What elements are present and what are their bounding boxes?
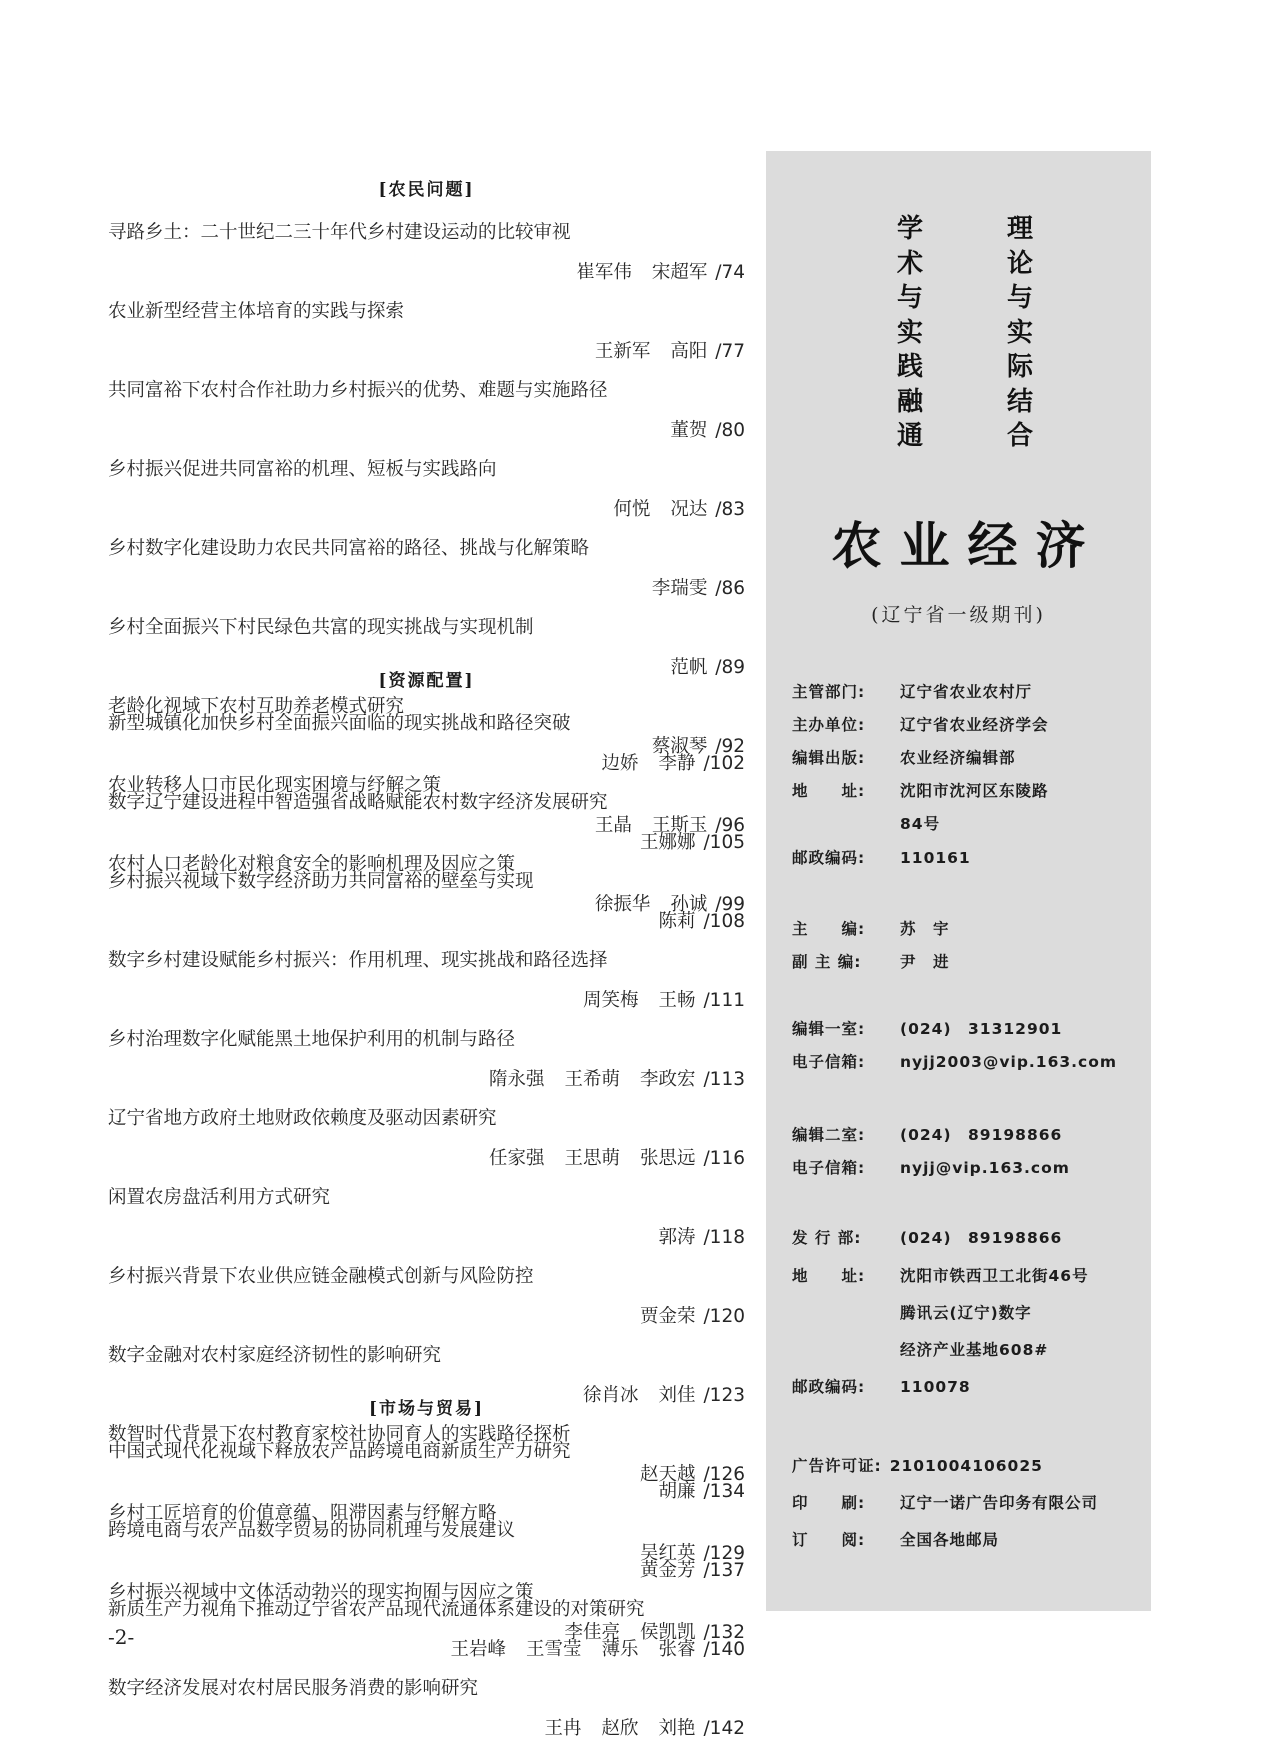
article-title: 闲置农房盘活利用方式研究 xyxy=(108,1187,331,1208)
info-value: 腾讯云(辽宁)数字 xyxy=(900,1304,1032,1322)
article-title: 老龄化视域下农村互助养老模式研究 xyxy=(108,696,405,717)
info-value: 农业经济编辑部 xyxy=(900,749,1016,767)
info-line xyxy=(792,713,1049,735)
author-name: 王岩峰 xyxy=(450,1639,507,1660)
toc-entry[interactable] xyxy=(108,1598,745,1662)
author-name: 刘艳 xyxy=(658,1718,696,1739)
author-name: 李佳亮 xyxy=(564,1622,621,1643)
toc-entry[interactable] xyxy=(108,1519,745,1583)
article-title: 新型城镇化加快乡村全面振兴面临的现实挑战和路径突破 xyxy=(108,713,571,734)
author-name: 况达 xyxy=(670,499,708,520)
info-line xyxy=(792,1050,1117,1072)
info-line xyxy=(792,746,1016,768)
article-authors-page xyxy=(108,1068,745,1092)
page-ref: /116 xyxy=(697,1148,745,1169)
author-name: 边娇 xyxy=(601,753,639,774)
page-ref: /142 xyxy=(697,1718,745,1739)
info-label: 地 址: xyxy=(792,1267,866,1285)
page-ref: /83 xyxy=(709,499,745,520)
author-name: 赵欣 xyxy=(601,1718,639,1739)
page-ref: /134 xyxy=(697,1481,745,1502)
info-value: 110078 xyxy=(900,1378,971,1396)
article-authors-page xyxy=(108,910,745,934)
info-label: 主办单位: xyxy=(792,716,866,734)
info-label: 邮政编码: xyxy=(792,849,866,867)
author-name: 蔡淑琴 xyxy=(651,736,708,757)
article-title: 乡村治理数字化赋能黑土地保护利用的机制与路径 xyxy=(108,1029,516,1050)
author-name: 徐振华 xyxy=(594,894,651,915)
article-authors-page xyxy=(108,1147,745,1171)
slogan-char: 术 xyxy=(896,248,923,279)
author-name: 范帆 xyxy=(670,657,708,678)
author-name: 宋超军 xyxy=(651,262,708,283)
author-name: 徐肖冰 xyxy=(583,1385,639,1406)
article-title: 农业新型经营主体培育的实践与探索 xyxy=(108,301,405,322)
toc-entry[interactable] xyxy=(108,1265,745,1329)
article-authors-page xyxy=(108,340,745,364)
article-authors-page xyxy=(108,1480,745,1504)
slogan-char: 实 xyxy=(896,317,923,348)
info-label: 发 行 部: xyxy=(792,1229,862,1247)
info-value: 辽宁省农业经济学会 xyxy=(900,716,1049,734)
author-name: 隋永强 xyxy=(489,1069,545,1090)
slogan-char: 学 xyxy=(896,214,923,244)
slogan-char: 通 xyxy=(896,421,923,451)
page-ref: /120 xyxy=(697,1306,745,1327)
info-value: (024) 89198866 xyxy=(900,1126,1063,1144)
article-authors-page xyxy=(108,1717,745,1741)
info-value: 全国各地邮局 xyxy=(900,1531,1000,1549)
toc-entry[interactable] xyxy=(108,791,745,855)
info-value: 84号 xyxy=(900,815,941,833)
article-title: 数字乡村建设赋能乡村振兴：作用机理、现实挑战和路径选择 xyxy=(108,950,608,971)
article-title: 农村人口老龄化对粮食安全的影响机理及因应之策 xyxy=(108,854,516,875)
author-name: 薄乐 xyxy=(601,1639,639,1660)
page-ref: /129 xyxy=(697,1543,745,1564)
article-authors-page xyxy=(108,989,745,1013)
info-label: 地 址: xyxy=(792,782,866,800)
info-value: 110161 xyxy=(900,849,971,867)
article-authors-page xyxy=(108,831,745,855)
info-value: 辽宁一诺广告印务有限公司 xyxy=(900,1494,1099,1512)
info-line xyxy=(792,1226,1062,1248)
page-ref: /102 xyxy=(697,753,745,774)
author-name: 李政宏 xyxy=(640,1069,696,1090)
article-title: 乡村振兴背景下农业供应链金融模式创新与风险防控 xyxy=(108,1266,534,1287)
slogan-char: 实 xyxy=(1006,317,1033,348)
info-label: 主管部门: xyxy=(792,683,866,701)
author-name: 王冉 xyxy=(544,1718,582,1739)
article-title: 数字金融对农村家庭经济韧性的影响研究 xyxy=(108,1345,442,1366)
toc-entry[interactable] xyxy=(108,379,745,443)
page-ref: /108 xyxy=(697,911,745,932)
page-ref: /132 xyxy=(697,1622,745,1643)
info-value: 经济产业基地608# xyxy=(900,1341,1049,1359)
page-ref: /99 xyxy=(709,894,745,915)
author-name: 周笑梅 xyxy=(583,990,639,1011)
author-name: 王新军 xyxy=(594,341,651,362)
slogan-char: 与 xyxy=(1006,283,1033,313)
page-ref: /74 xyxy=(709,262,745,283)
author-name: 张睿 xyxy=(658,1639,696,1660)
page-ref: /118 xyxy=(697,1227,745,1248)
page-ref: /92 xyxy=(709,736,745,757)
article-authors-page xyxy=(108,577,745,601)
article-title: 数字经济发展对农村居民服务消费的影响研究 xyxy=(108,1678,479,1699)
toc-entry[interactable] xyxy=(108,458,745,522)
article-title: 共同富裕下农村合作社助力乡村振兴的优势、难题与实施路径 xyxy=(108,380,608,401)
page-number: -2- xyxy=(108,1625,135,1649)
info-line xyxy=(792,1375,971,1397)
info-line xyxy=(792,680,1032,702)
slogan-char: 际 xyxy=(1006,352,1033,382)
info-label: 编辑一室: xyxy=(792,1020,866,1038)
toc-entry[interactable] xyxy=(108,949,745,1013)
info-line xyxy=(792,1528,999,1550)
author-name: 王娜娜 xyxy=(640,832,696,853)
info-value: nyjj2003@vip.163.com xyxy=(900,1053,1118,1071)
slogan-char: 与 xyxy=(896,283,923,313)
page-ref: /89 xyxy=(709,657,745,678)
journal-title: 农业经济 xyxy=(831,516,1104,575)
toc-entry[interactable] xyxy=(108,1186,745,1250)
page-ref: /77 xyxy=(709,341,745,362)
info-label: 订 阅: xyxy=(792,1531,866,1549)
info-value: (024) 89198866 xyxy=(900,1229,1063,1247)
article-title: 乡村振兴视域中文体活动勃兴的现实拘囿与因应之策 xyxy=(108,1582,534,1603)
info-line xyxy=(792,1264,1089,1286)
page-ref: /137 xyxy=(697,1560,745,1581)
author-name: 孙诚 xyxy=(670,894,708,915)
toc-entry[interactable] xyxy=(108,300,745,364)
info-label: 电子信箱: xyxy=(792,1053,866,1071)
page-ref: /86 xyxy=(709,578,745,599)
section-heading: [农民问题] xyxy=(378,180,475,200)
author-name: 王思萌 xyxy=(564,1148,621,1169)
article-title: 农业转移人口市民化现实困境与纾解之策 xyxy=(108,775,442,796)
author-name: 吴红英 xyxy=(640,1543,696,1564)
section-heading: [市场与贸易] xyxy=(368,1399,485,1419)
author-name: 任家强 xyxy=(489,1148,545,1169)
info-line xyxy=(792,917,950,939)
info-line xyxy=(792,1491,1098,1513)
article-title: 乡村振兴促进共同富裕的机理、短板与实践路向 xyxy=(108,459,497,480)
info-line xyxy=(792,1338,1048,1360)
toc-entry[interactable] xyxy=(108,221,745,285)
article-title: 中国式现代化视域下释放农产品跨境电商新质生产力研究 xyxy=(108,1441,571,1462)
slogan-right xyxy=(1005,212,1035,454)
page-ref: /80 xyxy=(709,420,745,441)
author-name: 王雪莹 xyxy=(526,1639,582,1660)
article-title: 乡村全面振兴下村民绿色共富的现实挑战与实现机制 xyxy=(108,617,534,638)
author-name: 郭涛 xyxy=(658,1227,696,1248)
info-value: 尹 进 xyxy=(900,953,950,971)
slogan-char: 践 xyxy=(896,352,923,382)
author-name: 胡廉 xyxy=(658,1481,696,1502)
page-ref: /96 xyxy=(709,815,745,836)
author-name: 贾金荣 xyxy=(640,1306,696,1327)
info-label: 电子信箱: xyxy=(792,1159,866,1177)
article-title: 寻路乡土：二十世纪二三十年代乡村建设运动的比较审视 xyxy=(108,222,571,243)
slogan-char: 合 xyxy=(1006,421,1033,451)
author-name: 张思远 xyxy=(640,1148,696,1169)
page-ref: /123 xyxy=(697,1385,745,1406)
info-line xyxy=(792,779,1049,801)
author-name: 李静 xyxy=(658,753,696,774)
author-name: 王斯玉 xyxy=(651,815,708,836)
info-line xyxy=(792,1017,1062,1039)
article-title: 辽宁省地方政府土地财政依赖度及驱动因素研究 xyxy=(108,1108,497,1129)
article-title: 数智时代背景下农村教育家校社协同育人的实践路径探析 xyxy=(108,1424,571,1445)
page-ref: /140 xyxy=(697,1639,745,1660)
author-name: 王晶 xyxy=(594,815,632,836)
author-name: 赵天越 xyxy=(640,1464,696,1485)
toc-entry[interactable] xyxy=(108,1677,745,1741)
info-line xyxy=(792,1301,1032,1323)
author-name: 何悦 xyxy=(613,499,651,520)
info-line xyxy=(792,846,971,868)
author-name: 陈莉 xyxy=(658,911,696,932)
article-authors-page xyxy=(108,261,745,285)
article-title: 新质生产力视角下推动辽宁省农产品现代流通体系建设的对策研究 xyxy=(108,1599,645,1620)
author-name: 侯凯凯 xyxy=(640,1622,696,1643)
article-title: 乡村振兴视域下数字经济助力共同富裕的壁垒与实现 xyxy=(108,871,534,892)
toc-entry[interactable] xyxy=(108,1440,745,1504)
page-ref: /126 xyxy=(697,1464,745,1485)
page-ref: /113 xyxy=(697,1069,745,1090)
info-label: 广告许可证: xyxy=(792,1457,882,1475)
info-value: 2101004106025 xyxy=(889,1457,1043,1475)
article-authors-page xyxy=(108,419,745,443)
author-name: 高阳 xyxy=(670,341,708,362)
section-heading: [资源配置] xyxy=(378,671,475,691)
slogan-char: 融 xyxy=(896,386,923,417)
toc-entry[interactable] xyxy=(108,870,745,934)
page-ref: /111 xyxy=(697,990,745,1011)
toc-entry[interactable] xyxy=(108,1028,745,1092)
article-authors-page xyxy=(108,498,745,522)
article-title: 乡村数字化建设助力农民共同富裕的路径、挑战与化解策略 xyxy=(108,538,590,559)
author-name: 董贺 xyxy=(670,420,708,441)
toc-entry[interactable] xyxy=(108,1107,745,1171)
author-name: 黄金芳 xyxy=(640,1560,696,1581)
info-line xyxy=(792,950,950,972)
author-name: 李瑞雯 xyxy=(651,578,708,599)
info-line xyxy=(792,812,940,834)
info-line xyxy=(792,1156,1070,1178)
info-line xyxy=(792,1123,1062,1145)
toc-entry[interactable] xyxy=(108,712,745,776)
journal-subtitle: (辽宁省一级期刊) xyxy=(871,604,1046,626)
article-title: 数字辽宁建设进程中智造强省战略赋能农村数字经济发展研究 xyxy=(108,792,608,813)
info-label: 主 编: xyxy=(792,920,866,938)
journal-info-sidebar xyxy=(766,151,1151,1611)
article-authors-page xyxy=(108,1559,745,1583)
page-ref: /105 xyxy=(697,832,745,853)
slogan-left xyxy=(895,212,925,454)
info-label: 编辑二室: xyxy=(792,1126,866,1144)
article-authors-page xyxy=(108,1638,745,1662)
author-name: 王畅 xyxy=(658,990,696,1011)
slogan-char: 结 xyxy=(1006,386,1033,417)
article-authors-page xyxy=(108,1226,745,1250)
info-value: 沈阳市铁西卫工北街46号 xyxy=(900,1267,1089,1285)
author-name: 王希萌 xyxy=(564,1069,621,1090)
info-label: 印 刷: xyxy=(792,1494,866,1512)
article-title: 跨境电商与农产品数字贸易的协同机理与发展建议 xyxy=(108,1520,516,1541)
info-value: 苏 宇 xyxy=(900,920,950,938)
author-name: 刘佳 xyxy=(658,1385,696,1406)
info-value: nyjj@vip.163.com xyxy=(900,1159,1070,1177)
info-value: 辽宁省农业农村厅 xyxy=(900,683,1033,701)
info-label: 邮政编码: xyxy=(792,1378,866,1396)
article-title: 乡村工匠培育的价值意蕴、阻滞因素与纾解方略 xyxy=(108,1503,497,1524)
info-value: (024) 31312901 xyxy=(900,1020,1063,1038)
info-label: 编辑出版: xyxy=(792,749,866,767)
info-line xyxy=(792,1454,1043,1476)
article-authors-page xyxy=(108,1305,745,1329)
info-value: 沈阳市沈河区东陵路 xyxy=(900,782,1049,800)
info-label: 副 主 编: xyxy=(792,953,862,971)
article-authors-page xyxy=(108,752,745,776)
slogan-char: 论 xyxy=(1006,248,1033,279)
slogan-char: 理 xyxy=(1006,214,1033,244)
toc-entry[interactable] xyxy=(108,537,745,601)
author-name: 崔军伟 xyxy=(576,262,632,283)
